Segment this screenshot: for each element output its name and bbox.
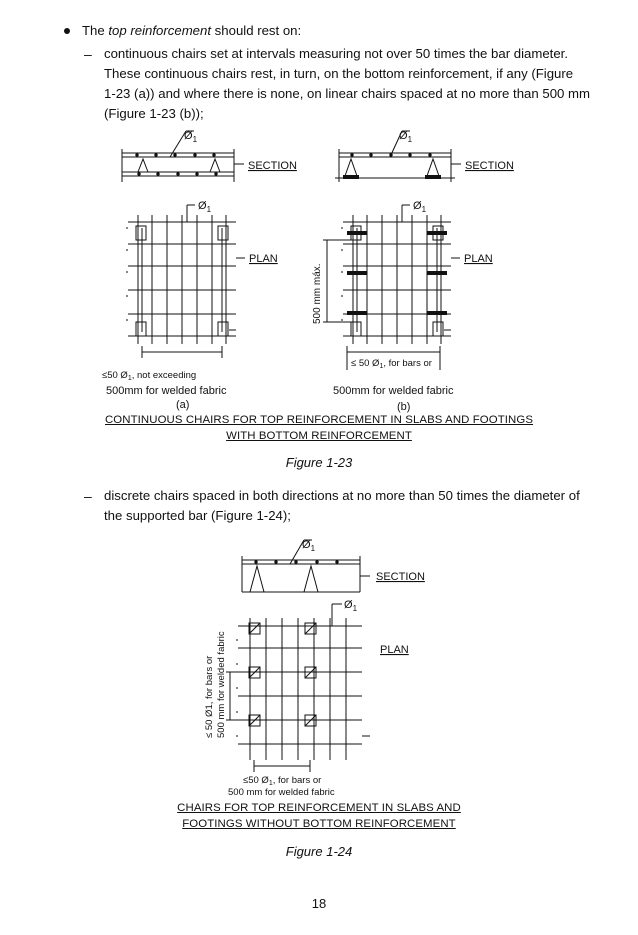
item1-line-2: These continuous chairs rest, in turn, on the bottom reinforcement, if any (Figure xyxy=(104,66,574,81)
fig23-label: Figure 1-23 xyxy=(285,455,353,470)
fig24-label: Figure 1-24 xyxy=(285,844,353,859)
welded-note-b: 500mm for welded fabric xyxy=(333,385,454,397)
section-label-b: SECTION xyxy=(465,160,514,172)
item2-line-1: discrete chairs spaced in both directions at no more than 50 times the diameter of xyxy=(104,488,580,503)
figure-1-23-drawing xyxy=(0,0,638,430)
phi-plan-a: $Ø_1$ xyxy=(198,200,212,214)
section-label-24: SECTION xyxy=(376,571,425,583)
phi-plan-24: $Ø_1$ xyxy=(344,599,358,613)
phi-label-24: $Ø_1$ xyxy=(302,539,316,553)
phi-plan-b: $Ø_1$ xyxy=(413,200,427,214)
plan-label-b: PLAN xyxy=(464,253,493,265)
fig23-caption-line2: WITH BOTTOM REINFORCEMENT xyxy=(226,430,412,442)
figure-1-24-drawing xyxy=(0,530,638,830)
item1-line-4: (Figure 1-23 (b)); xyxy=(104,106,204,121)
plan-label-a: PLAN xyxy=(249,253,278,265)
note-b-line1: ≤ 50 $Ø_1$, for bars or xyxy=(351,358,432,370)
dash-marker-2: – xyxy=(84,488,92,504)
note-a-line1: ≤50 $Ø_1$, not exceeding xyxy=(102,370,197,382)
welded-note-a: 500mm for welded fabric xyxy=(106,385,227,397)
dim-500mm-label: 500 mm máx. xyxy=(312,263,323,324)
vert-note-24-line2: 500 mm for welded fabric xyxy=(216,631,227,738)
intro-rest: should rest on: xyxy=(211,23,302,38)
subfigure-a-label: (a) xyxy=(176,399,190,411)
item1-line-1: continuous chairs set at intervals measuring not over 50 times the bar diameter. xyxy=(104,46,568,61)
plan-label-24: PLAN xyxy=(380,644,409,656)
dash-marker: – xyxy=(84,46,92,62)
bottom-note-24-line1: ≤50 $Ø_1$, for bars or xyxy=(243,775,322,787)
intro-emphasis: top reinforcement xyxy=(108,23,212,38)
item2-line-2: the supported bar (Figure 1-24); xyxy=(104,508,291,523)
fig24-caption-line2: FOOTINGS WITHOUT BOTTOM REINFORCEMENT xyxy=(182,818,456,830)
plan-24-grid xyxy=(226,604,370,772)
phi-label-b: $Ø_1$ xyxy=(399,130,413,144)
vert-note-24-line1: ≤ 50 Ø1, for bars or xyxy=(204,655,215,738)
subfigure-b-label: (b) xyxy=(397,401,411,413)
phi-label-a: $Ø_1$ xyxy=(184,130,198,144)
plan-b-grid xyxy=(323,205,460,370)
page-number: 18 xyxy=(311,896,327,911)
intro-lead: The xyxy=(82,23,109,38)
plan-a-grid xyxy=(126,205,245,358)
bottom-note-24-line2: 500 mm for welded fabric xyxy=(228,787,335,798)
section-label-a: SECTION xyxy=(248,160,297,172)
item1-line-3: 1-23 (a)) and where there is none, on linear chairs spaced at no more than 500 mm xyxy=(104,86,591,101)
section-b xyxy=(335,131,461,182)
fig24-caption-line1: CHAIRS FOR TOP REINFORCEMENT IN SLABS AND xyxy=(177,802,461,814)
fig23-caption-line1: CONTINUOUS CHAIRS FOR TOP REINFORCEMENT IN SLABS AND FOOTINGS xyxy=(104,414,534,426)
